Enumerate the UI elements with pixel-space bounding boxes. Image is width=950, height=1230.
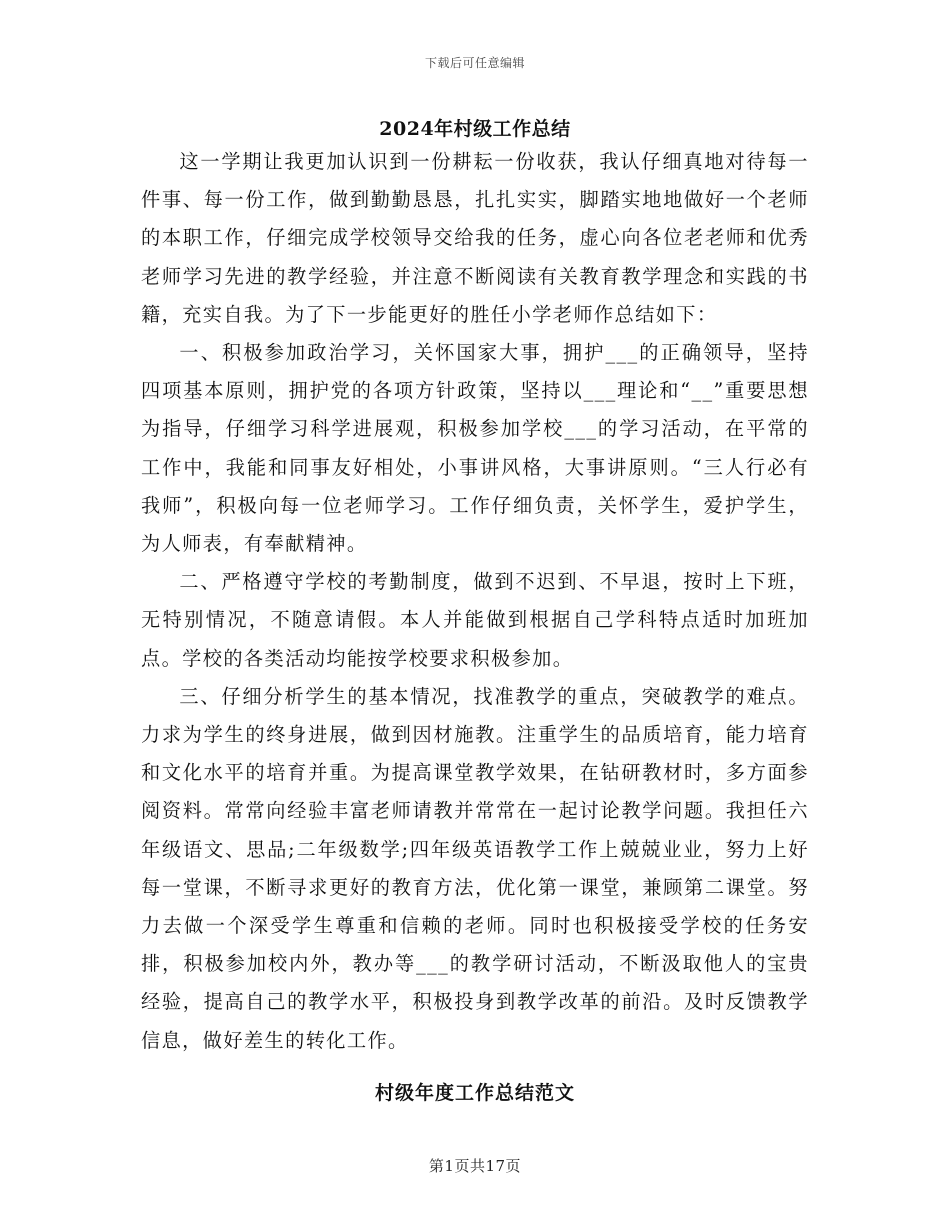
document-body	[141, 143, 809, 1060]
paragraph-teaching: 三、仔细分析学生的基本情况，找准教学的重点，突破教学的难点。力求为学生的终身进展，做到因材施教。注重学生的品质培育，能力培育和文化水平的培育并重。为提高课堂教学效果，在钻研教材时，多方面参阅资料。常常向经验丰富老师请教并常常在一起讨论教学问题。我担任六年级语文、思品;二年级数学;四年级英语教学工作上兢兢业业，努力上好每一堂课，不断寻求更好的教育方法，优化第一课堂，兼顾第二课堂。努力去做一个深受学生尊重和信赖的老师。同时也积极接受学校的任务安排，积极参加校内外，教办等___的教学研讨活动，不断汲取他人的宝贵经验，提高自己的教学水平，积极投身到教学改革的前沿。及时反馈教学信息，做好差生的转化工作。	[141, 684, 809, 1052]
intro-paragraph: 这一学期让我更加认识到一份耕耘一份收获，我认仔细真地对待每一件事、每一份工作，做到勤勤恳恳，扎扎实实，脚踏实地地做好一个老师的本职工作，仔细完成学校领导交给我的任务，虚心向各位老老师和优秀老师学习先进的教学经验，并注意不断阅读有关教育教学理念和实践的书籍，充实自我。为了下一步能更好的胜任小学老师作总结如下：	[141, 150, 809, 326]
page-header-note: 下载后可任意编辑	[424, 56, 525, 70]
paragraph-politics: 一、积极参加政治学习，关怀国家大事，拥护___的正确领导，坚持四项基本原则，拥护党的各项方针政策，坚持以___理论和“__”重要思想为指导，仔细学习科学进展观，积极参加学校___的学习活动，在平常的工作中，我能和同事友好相处，小事讲风格，大事讲原则。“三人行必有我师”，积极向每一位老师学习。工作仔细负责，关怀学生，爱护学生，为人师表，有奉献精神。	[141, 341, 809, 556]
paragraph-attendance: 二、严格遵守学校的考勤制度，做到不迟到、不早退，按时上下班，无特别情况，不随意请假。本人并能做到根据自己学科特点适时加班加点。学校的各类活动均能按学校要求积极参加。	[141, 570, 809, 670]
page-number-footer: 第1页共17页	[428, 1157, 522, 1175]
document-title: 2024年村级工作总结	[379, 118, 571, 140]
section-title: 村级年度工作总结范文	[374, 1082, 575, 1104]
